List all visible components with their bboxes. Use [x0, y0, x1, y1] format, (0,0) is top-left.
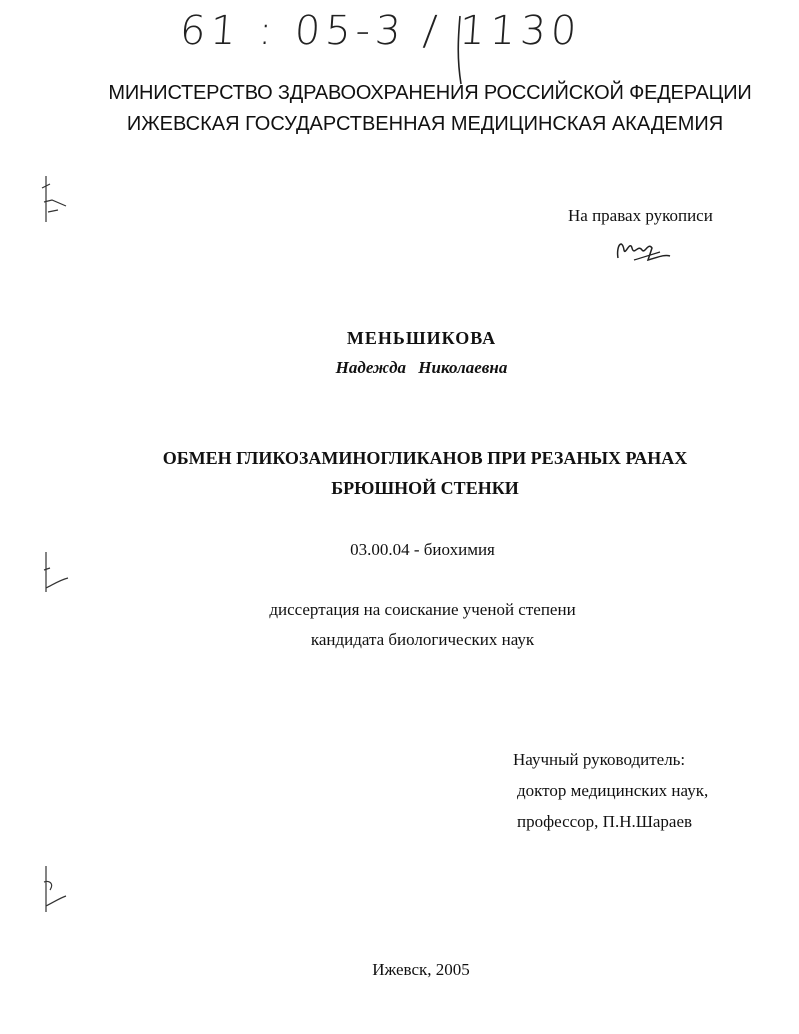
- specialty-code: 03.00.04 - биохимия: [350, 540, 495, 559]
- supervisor-name: профессор, П.Н.Шараев: [517, 812, 693, 831]
- catalog-number-handwritten: 61 : 05-3 / 1130: [178, 8, 583, 54]
- supervisor-degree: доктор медицинских наук,: [517, 781, 709, 800]
- thesis-title-line1: ОБМЕН ГЛИКОЗАМИНОГЛИКАНОВ ПРИ РЕЗАНЫХ РАНАХ: [162, 448, 688, 468]
- signature-icon: [612, 232, 674, 266]
- author-surname: МЕНЬШИКОВА: [346, 328, 497, 348]
- margin-scribble-icon: [36, 862, 76, 918]
- degree-line2: кандидата биологических наук: [310, 630, 535, 649]
- thesis-title-line2: БРЮШНОЙ СТЕНКИ: [331, 478, 519, 498]
- academy-heading: ИЖЕВСКАЯ ГОСУДАРСТВЕННАЯ МЕДИЦИНСКАЯ АКАДЕМИЯ: [126, 113, 724, 135]
- author-given-names: Надежда Николаевна: [335, 358, 508, 377]
- manuscript-rights-label: На правах рукописи: [568, 206, 713, 225]
- ministry-heading: МИНИСТЕРСТВО ЗДРАВООХРАНЕНИЯ РОССИЙСКОЙ ФЕДЕРАЦИИ: [108, 82, 752, 104]
- city-year: Ижевск, 2005: [372, 960, 470, 979]
- margin-scribble-icon: [36, 172, 82, 228]
- degree-line1: диссертация на соискание ученой степени: [269, 600, 576, 619]
- handwritten-stroke: [452, 14, 466, 86]
- supervisor-label: Научный руководитель:: [513, 750, 686, 769]
